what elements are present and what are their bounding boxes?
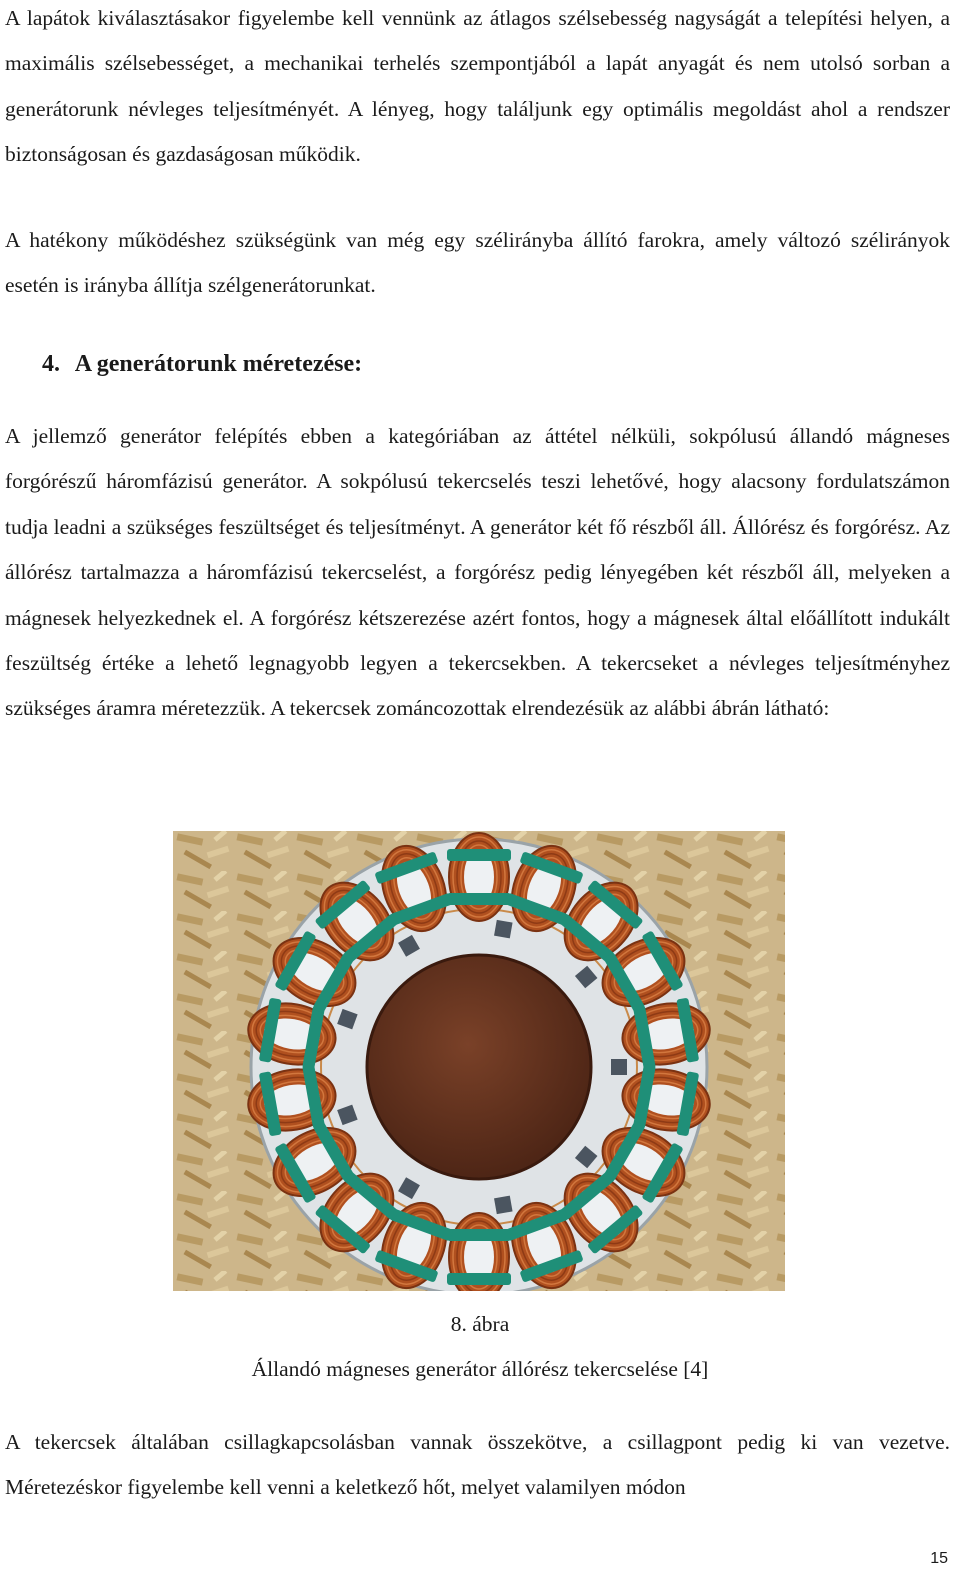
section-number: 4. xyxy=(42,351,60,377)
stator-winding-photo xyxy=(173,831,785,1291)
figure-number: 8. ábra xyxy=(450,1312,510,1336)
coil xyxy=(447,833,511,921)
stator-illustration xyxy=(173,831,785,1291)
paragraph-generator-structure: A jellemző generátor felépítés ebben a kategóriában az áttétel nélküli, sokpólusú állandó mágneses forgórészű háromfázisú generátor. A sokpólusú tekercselés teszi lehetővé, hogy alacsony fordulatszámon tudja leadni a szükséges feszültséget és teljesítményt. A generátor két fő részből áll. Állórész és forgórész. Az állórész tartalmazza a háromfázisú tekercselést, a forgórész pedig lényegében két részből áll, melyeken a mágnesek helyezkednek el. A forgórész kétszerezése azért fontos, hogy a mágnesek által előállított indukált feszültség értéke a lehető legnagyobb legyen a tekercsekben. A tekercseket a névleges teljesítményhez szükséges áramra méretezzük. A tekercsek zománcozottak elrendezésük az alábbi ábrán látható: xyxy=(5,424,950,721)
paragraph-tail-vane: A hatékony működéshez szükségünk van még egy szélirányba állító farokra, amely változó szélirányok esetén is irányba állítja szélgenerátorunkat. xyxy=(5,228,950,298)
paragraph-star-connection: A tekercsek általában csillagkapcsolásban vannak összekötve, a csillagpont pedig ki van vezetve. Méretezéskor figyelembe kell venni a keletkező hőt, melyet valamilyen módon xyxy=(5,1430,950,1500)
paragraph-blade-selection: A lapátok kiválasztásakor figyelembe kell vennünk az átlagos szélsebesség nagyságát a telepítési helyen, a maximális szélsebességet, a mechanikai terhelés szempontjából a lapát anyagát és nem utolsó sorban a generátorunk névleges teljesítményét. A lényeg, hogy találjunk egy optimális megoldást ahol a rendszer biztonságosan és gazdaságosan működik. xyxy=(5,6,950,167)
figure-caption: Állandó mágneses generátor állórész tekercselése [4] xyxy=(251,1357,709,1381)
section-title: A generátorunk méretezése: xyxy=(74,351,363,377)
hall-sensor xyxy=(611,1059,627,1075)
hall-sensor xyxy=(494,1196,513,1215)
page-number: 15 xyxy=(930,1550,948,1567)
hall-sensor xyxy=(494,920,513,939)
rotor-disc xyxy=(367,955,591,1179)
section-heading xyxy=(42,338,362,390)
